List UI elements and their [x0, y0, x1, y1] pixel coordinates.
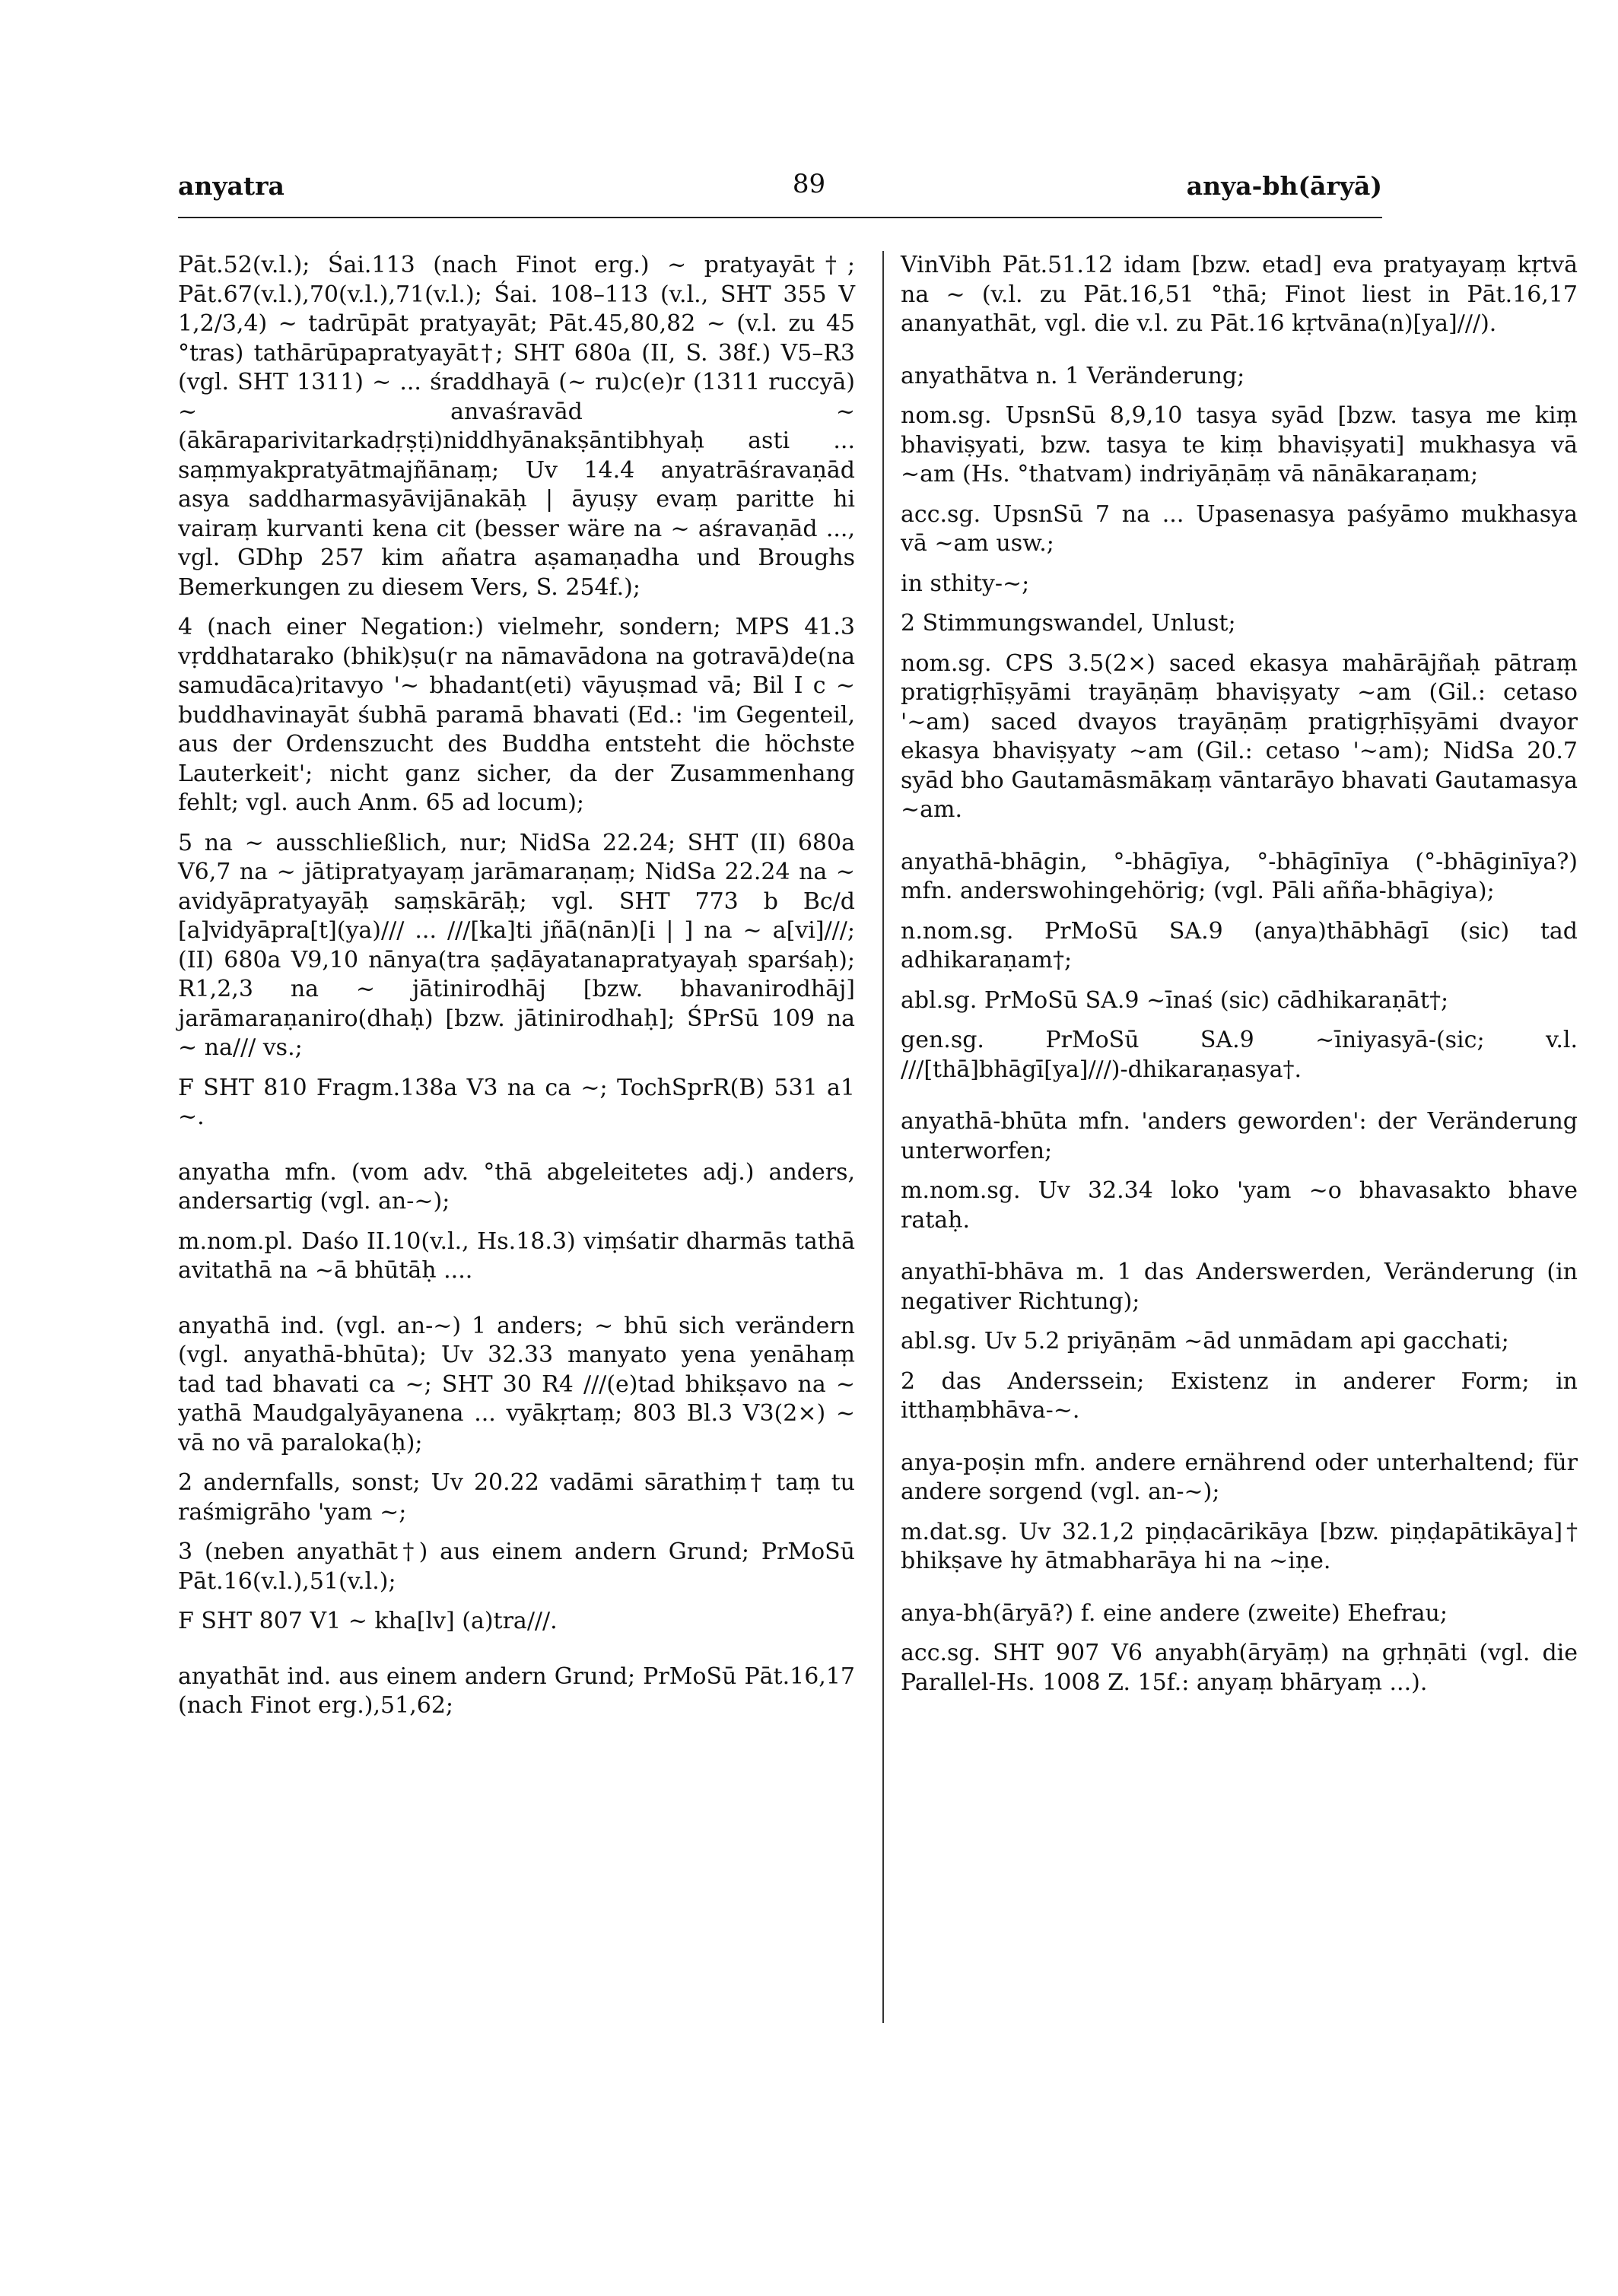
form-line: m.nom.sg. Uv 32.34 loko 'yam ~o bhavasakto bhave rataḥ.	[901, 1177, 1578, 1234]
entry-anya-bharya: anya-bh(āryā?) f. eine andere (zweite) Ehefrau;	[901, 1599, 1448, 1627]
sense-4: 4 (nach einer Negation:) vielmehr, sondern; MPS 41.3 vṛddhatarako (bhik)ṣu(r na nāmavādona na gotravā)de(na samudāca)ritavyo '~ bhadant(eti) vāyuṣmad vā; Bil I c ~ buddhavinayāt śubhā paramā bhavati (Ed.: 'im Gegenteil, aus der Ordenszucht des Buddha entsteht die höchste Lauterkeit'; nicht ganz sicher, da der Zusammenhang fehlt; vgl. auch Anm. 65 ad locum);	[178, 614, 855, 816]
header-rule	[178, 217, 1382, 218]
entry-anyatha-ind: anyathā ind. (vgl. an-~) 1 anders; ~ bhū sich verändern (vgl. anyathā-bhūta); Uv 32.33 manyato yena yenāhaṃ tad tad bhavati ca ~; SHT 30 R4 ///(e)tad bhikṣavo na ~ yathā Maudgalyāyanena ... vyākṛtaṃ; 803 Bl.3 V3(2×) ~ vā no vā paraloka(ḥ);	[178, 1312, 855, 1456]
right-column	[901, 251, 1578, 1708]
sense-2: 2 andernfalls, sonst; Uv 20.22 vadāmi sārathiṃ† taṃ tu raśmigrāho 'yam ~;	[178, 1469, 855, 1526]
paragraph-continuation: Pāt.52(v.l.); Śai.113 (nach Finot erg.) ~ pratyayāt†; Pāt.67(v.l.),70(v.l.),71(v.l.); Śai. 108–113 (v.l., SHT 355 V 1,2/3,4) ~ tadrūpāt pratyayāt; Pāt.45,80,82 ~ (v.l. zu 45 °tras) tathārūpapratyayāt†; SHT 680a (II, S. 38f.) V5–R3 (vgl. SHT 1311) ~ ... śraddhayā (~ ru)c(e)r (1311 ruccyā) ~ anvaśravād ~ (ākāraparivitarkadṛṣṭi)niddhyānakṣāntibhyaḥ asti ... saṃmyakpratyātmajñānaṃ; Uv 14.4 anyatrāśravaṇād asya saddharmasyāvijānakāḥ | āyuṣy evaṃ paritte hi vairaṃ kurvanti kena cit (besser wäre na ~ aśravaṇād ..., vgl. GDhp 257 kim añatra aṣamaṇadha und Broughs Bemerkungen zu diesem Vers, S. 254f.);	[178, 252, 855, 601]
column-separator	[882, 251, 884, 2023]
entry-anyatha: anyatha mfn. (vom adv. °thā abgeleitetes adj.) anders, andersartig (vgl. an-~);	[178, 1158, 855, 1215]
sense-2: 2 das Anderssein; Existenz in anderer Form; in itthaṃbhāva-~.	[901, 1367, 1578, 1424]
sense-2: 2 Stimmungswandel, Unlust;	[901, 610, 1236, 637]
form-line: acc.sg. UpsnSū 7 na ... Upasenasya paśyāmo mukhasya vā ~am usw.;	[901, 500, 1578, 557]
page-number: 89	[792, 169, 826, 199]
left-column	[178, 251, 855, 1732]
entry-anyathat: anyathāt ind. aus einem andern Grund; PrMoSū Pāt.16,17 (nach Finot erg.),51,62;	[178, 1662, 855, 1719]
cross-ref: in sthity-~;	[901, 570, 1030, 597]
running-head-right: anya-bh(āryā)	[1186, 171, 1382, 201]
form-line: abl.sg. Uv 5.2 priyāṇām ~ād unmādam api gacchati;	[901, 1328, 1509, 1354]
fragment-ref: F SHT 807 V1 ~ kha[lv] (a)tra///.	[178, 1608, 558, 1634]
form-line: n.nom.sg. PrMoSū SA.9 (anya)thābhāgī (sic) tad adhikaraṇam†;	[901, 917, 1578, 973]
form-line: nom.sg. UpsnSū 8,9,10 tasya syād [bzw. tasya me kiṃ bhaviṣyati, bzw. tasya te kiṃ bhaviṣyati] mukhasya vā ~am (Hs. °thatvam) indriyāṇāṃ vā nānākaraṇam;	[901, 402, 1578, 487]
form-line: acc.sg. SHT 907 V6 anyabh(āryāṃ) na gṛhṇāti (vgl. die Parallel-Hs. 1008 Z. 15f.: anyaṃ bhāryaṃ ...).	[901, 1640, 1578, 1696]
entry-anya-posin: anya-poṣin mfn. andere ernährend oder unterhaltend; für andere sorgend (vgl. an-~);	[901, 1449, 1578, 1505]
entry-anyathatva: anyathātva n. 1 Veränderung;	[901, 362, 1245, 389]
running-head-left: anyatra	[178, 171, 285, 201]
form-line: abl.sg. PrMoSū SA.9 ~īnaś (sic) cādhikaraṇāt†;	[901, 986, 1449, 1014]
paragraph-continuation: VinVibh Pāt.51.12 idam [bzw. etad] eva pratyayaṃ kṛtvā na ~ (v.l. zu Pāt.16,51 °thā; Finot liest in Pāt.16,17 ananyathāt, vgl. die v.l. zu Pāt.16 kṛtvāna(n)[ya]///).	[901, 252, 1578, 337]
form-line: m.nom.pl. Daśo II.10(v.l., Hs.18.3) viṃśatir dharmās tathā avitathā na ~ā bhūtāḥ ....	[178, 1227, 855, 1284]
entry-anyatha-bhagin: anyathā-bhāgin, °-bhāgīya, °-bhāgīnīya (°-bhāginīya?) mfn. anderswohingehörig; (vgl. Pāli añña-bhāgiya);	[901, 848, 1578, 904]
sense-5: 5 na ~ ausschließlich, nur; NidSa 22.24; SHT (II) 680a V6,7 na ~ jātipratyayaṃ jarāmaraṇaṃ; NidSa 22.24 na ~ avidyāpratyayāḥ saṃskārāḥ; vgl. SHT 773 b Bc/d [a]vidyāpra[t](ya)/// ... ///[ka]ti jñā(nān)[i | ] na ~ a[vi]///; (II) 680a V9,10 nānya(tra ṣaḍāyatanapratyayaḥ sparśaḥ); R1,2,3 na ~ jātinirodhāj [bzw. bhavanirodhāj] jarāmaraṇaniro(dhaḥ) [bzw. jātinirodhaḥ]; ŚPrSū 109 na ~ na/// vs.;	[178, 829, 855, 1061]
entry-anyatha-bhuta: anyathā-bhūta mfn. 'anders geworden': der Veränderung unterworfen;	[901, 1108, 1578, 1164]
form-line: m.dat.sg. Uv 32.1,2 piṇḍacārikāya [bzw. piṇḍapātikāya]† bhikṣave hy ātmabharāya hi na ~iṇe.	[901, 1518, 1578, 1574]
form-line: gen.sg. PrMoSū SA.9 ~īniyasyā-(sic; v.l. ///[thā]bhāgī[ya]///)-dhikaraṇasya†.	[901, 1027, 1578, 1083]
entry-anyathi-bhava: anyathī-bhāva m. 1 das Anderswerden, Veränderung (in negativer Richtung);	[901, 1259, 1578, 1315]
sense-3: 3 (neben anyathāt†) aus einem andern Grund; PrMoSū Pāt.16(v.l.),51(v.l.);	[178, 1539, 855, 1595]
form-line: nom.sg. CPS 3.5(2×) saced ekasya mahārājñaḥ pātraṃ pratigṛhīṣyāmi trayāṇāṃ bhaviṣyaty ~am (Gil.: cetaso '~am) saced dvayos trayāṇāṃ pratigṛhīṣyāmi dvayor ekasya bhaviṣyaty ~am (Gil.: cetaso '~am); NidSa 20.7 syād bho Gautamāsmākaṃ vāntarāyo bhavati Gautamasya ~am.	[901, 649, 1578, 823]
fragment-ref: F SHT 810 Fragm.138a V3 na ca ~; TochSprR(B) 531 a1 ~.	[178, 1074, 855, 1130]
